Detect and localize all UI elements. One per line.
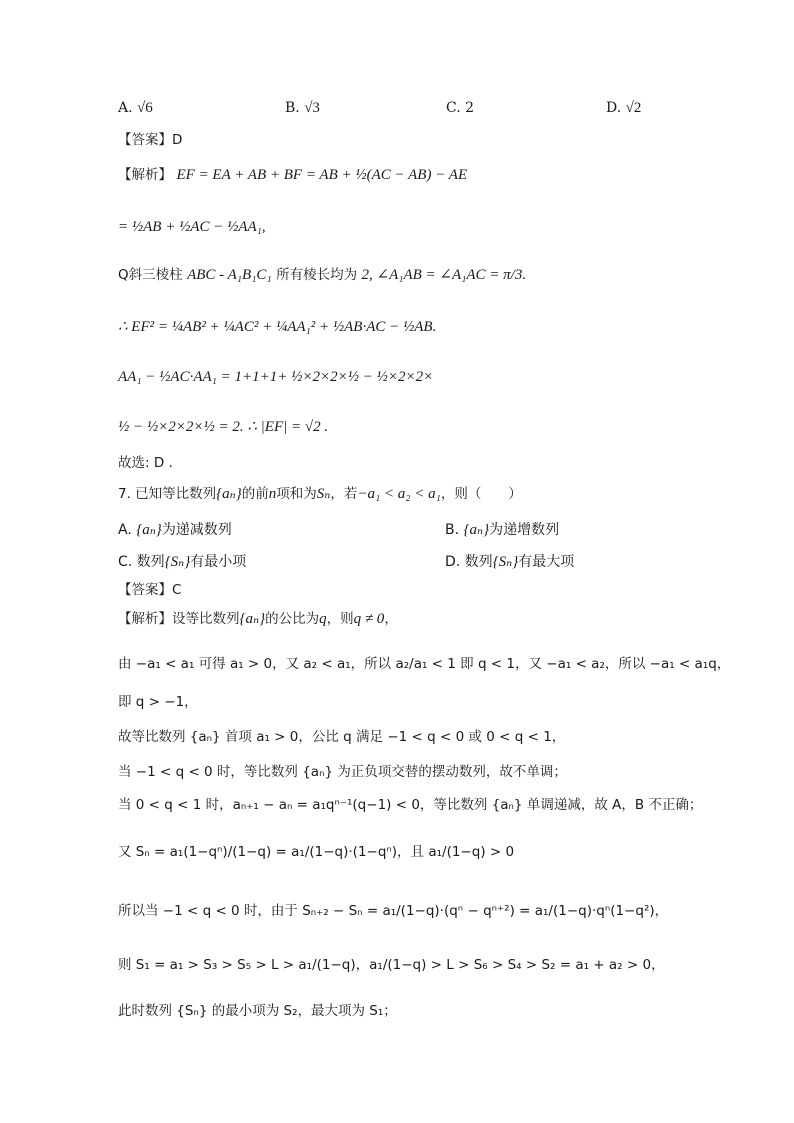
q7-analysis-line6: 当 0 < q < 1 时，aₙ₊₁ − aₙ = a₁qⁿ⁻¹(q−1) < 0，等比数列 {aₙ} 单调递减，故 A，B 不正确；	[118, 797, 703, 813]
q7-analysis-line8: 所以当 −1 < q < 0 时，由于 Sₙ₊₂ − Sₙ = a₁/(1−q)·(qⁿ − qⁿ⁺²) = a₁/(1−q)·qⁿ(1−q²)，	[118, 903, 669, 919]
q6-analysis-line6: ½ − ½×2×2×½ = 2. ∴ |EF| = √2 .	[118, 419, 329, 435]
option-label: A.	[118, 100, 133, 116]
q6-analysis-line3: Q斜三棱柱 ABC - A₁B₁C₁ 所有棱长均为 2, ∠A₁AB = ∠A₁AC = π/3.	[118, 267, 527, 283]
q6-analysis-line1	[118, 166, 467, 184]
analysis-label: 【解析】	[118, 167, 172, 183]
option-value: √3	[304, 100, 320, 116]
q7-option-b: B. {aₙ}为递增数列	[445, 522, 560, 538]
option-a-prev	[118, 100, 153, 117]
q7-analysis-line3: 即 q > −1，	[118, 694, 198, 710]
option-value: √6	[137, 100, 153, 116]
q7-analysis-line5: 当 −1 < q < 0 时，等比数列 {aₙ} 为正负项交替的摆动数列，故不单调；	[118, 764, 567, 780]
q7-option-d: D. 数列{Sₙ}有最大项	[445, 554, 575, 570]
q6-analysis-line5: AA₁ − ½AC·AA₁ = 1+1+1+ ½×2×2×½ − ½×2×2×	[118, 369, 434, 385]
q7-analysis-line2: 由 −a₁ < a₁ 可得 a₁ > 0，又 a₂ < a₁，所以 a₂/a₁ < 1 即 q < 1，又 −a₁ < a₂，所以 −a₁ < a₁q，	[118, 656, 731, 672]
q7-stem: 7. 已知等比数列{aₙ}的前n项和为Sₙ，若−a₁ < a₂ < a₁，则（ ）	[118, 486, 522, 502]
q7-option-a: A. {aₙ}为递减数列	[118, 522, 232, 538]
q7-analysis-line1: 【解析】设等比数列{aₙ}的公比为q，则q ≠ 0，	[118, 611, 398, 627]
option-b-prev	[285, 100, 320, 117]
q7-analysis-line10: 此时数列 {Sₙ} 的最小项为 S₂，最大项为 S₁；	[118, 1003, 397, 1019]
q6-analysis-line4: ∴ EF² = ¼AB² + ¼AC² + ¼AA₁² + ½AB·AC − ½AB.	[118, 319, 437, 335]
option-c-prev	[446, 100, 474, 116]
q6-analysis-line2: = ½AB + ½AC − ½AA₁,	[118, 219, 266, 235]
q7-analysis-line4: 故等比数列 {aₙ} 首项 a₁ > 0，公比 q 满足 −1 < q < 0 或 0 < q < 1，	[118, 729, 566, 745]
q7-analysis-line9: 则 S₁ = a₁ > S₃ > S₅ > L > a₁/(1−q)，a₁/(1−q) > L > S₆ > S₄ > S₂ = a₁ + a₂ > 0，	[118, 957, 665, 973]
option-value: √2	[625, 100, 642, 116]
q6-answer: 【答案】D	[118, 132, 183, 148]
option-label: C. 2	[446, 100, 475, 116]
option-label: D.	[606, 100, 622, 116]
q7-option-c: C. 数列{Sₙ}有最小项	[118, 554, 247, 570]
option-d-prev	[606, 100, 641, 117]
q7-answer: 【答案】C	[118, 582, 182, 598]
vector-equation: EF = EA + AB + BF = AB + ½(AC − AB) − AE	[176, 167, 468, 183]
option-label: B.	[285, 100, 300, 116]
q7-analysis-line7: 又 Sₙ = a₁(1−qⁿ)/(1−q) = a₁/(1−q)·(1−qⁿ)，且 a₁/(1−q) > 0	[118, 844, 515, 860]
q6-conclusion: 故选: D .	[118, 455, 173, 471]
